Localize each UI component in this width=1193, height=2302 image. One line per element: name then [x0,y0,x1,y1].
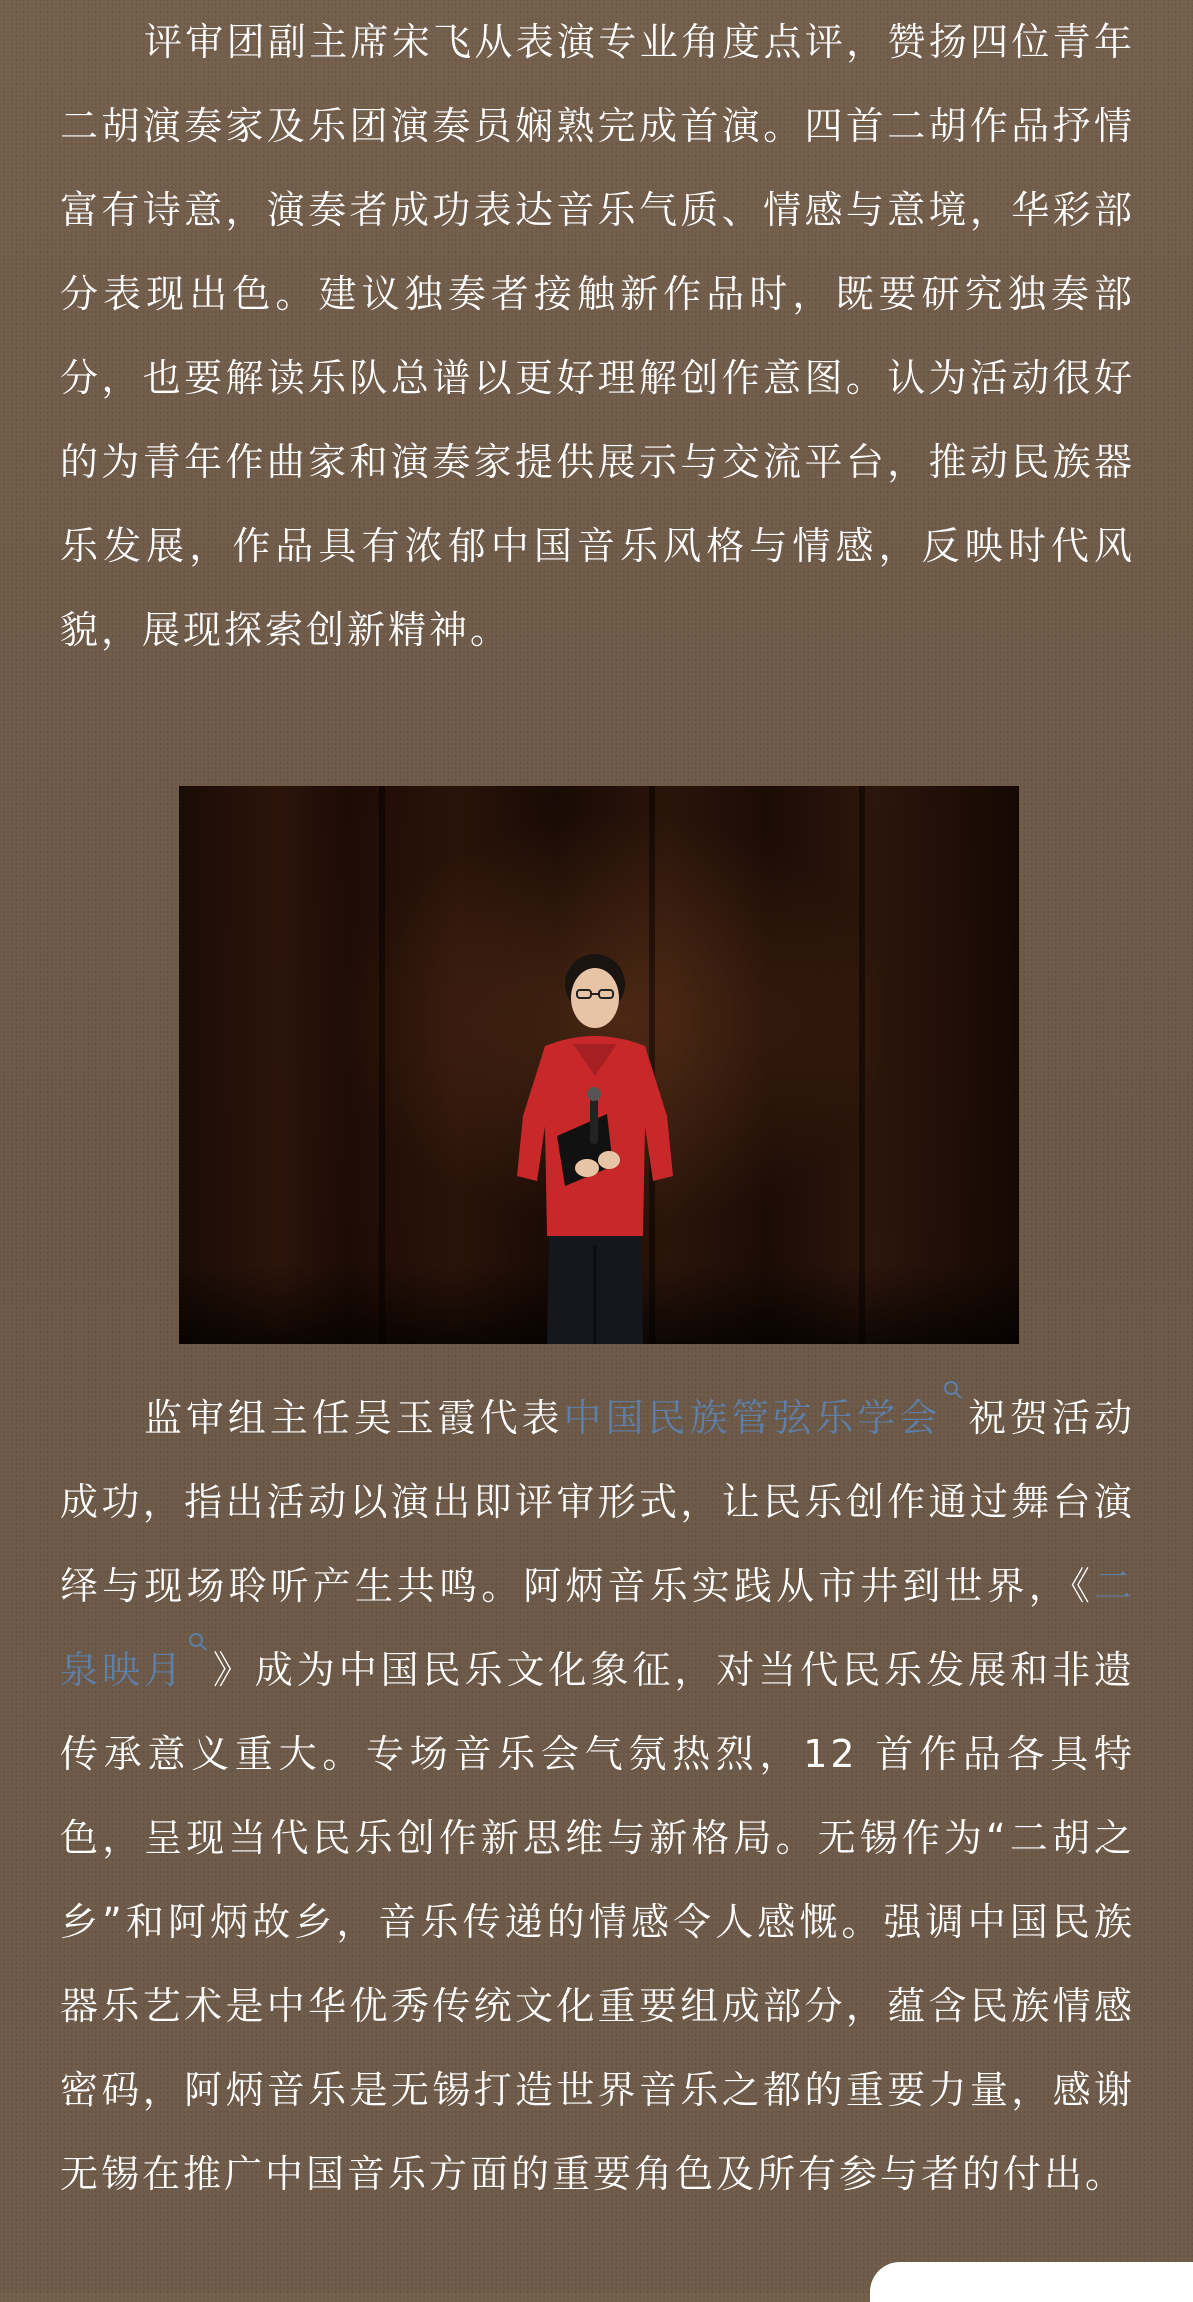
curtain-seam [859,786,865,1344]
paragraph-2-text-c: 》成为中国民乐文化象征，对当代民乐发展和非遗传承意义重大。专场音乐会气氛热烈，12 首作品各具特色，呈现当代民乐创作新思维与新格局。无锡作为“二胡之乡”和阿炳故乡，音乐传递的情感令人感慨。强调中国民族器乐艺术是中华优秀传统文化重要组成部分，蕴含民族情感密码，阿炳音乐是无锡打造世界音乐之都的重要力量，感谢无锡在推广中国音乐方面的重要角色及所有参与者的付出。 [60,1648,1135,2196]
speaker-figure [495,946,695,1344]
paragraph-wu-yuxia-remarks [60,1376,1135,2216]
paragraph-song-fei-review [60,0,1135,672]
paragraph-2-text-b: 祝贺活动成功，指出活动以演出即评审形式，让民乐创作通过舞台演绎与现场聆听产生共鸣。阿炳音乐实践从市井到世界，《 [60,1396,1135,1608]
curtain-seam [379,786,385,1344]
search-icon[interactable] [188,1632,208,1652]
article-photo [179,786,1019,1344]
paragraph-1-text: 评审团副主席宋飞从表演专业角度点评，赞扬四位青年二胡演奏家及乐团演奏员娴熟完成首演。四首二胡作品抒情富有诗意，演奏者成功表达音乐气质、情感与意境，华彩部分表现出色。建议独奏者接触新作品时，既要研究独奏部分，也要解读乐队总谱以更好理解创作意图。认为活动很好的为青年作曲家和演奏家提供展示与交流平台，推动民族器乐发展，作品具有浓郁中国音乐风格与情感，反映时代风貌，展现探索创新精神。 [60,20,1135,652]
link-erquan-yingyue[interactable]: 二泉映月 [60,1564,1135,1692]
bottom-overlay-panel [870,2262,1193,2302]
paragraph-2-text-a: 监审组主任吴玉霞代表 [144,1396,564,1440]
search-icon[interactable] [943,1380,963,1400]
link-chinese-orchestra-society[interactable]: 中国民族管弦乐学会 [563,1396,942,1440]
